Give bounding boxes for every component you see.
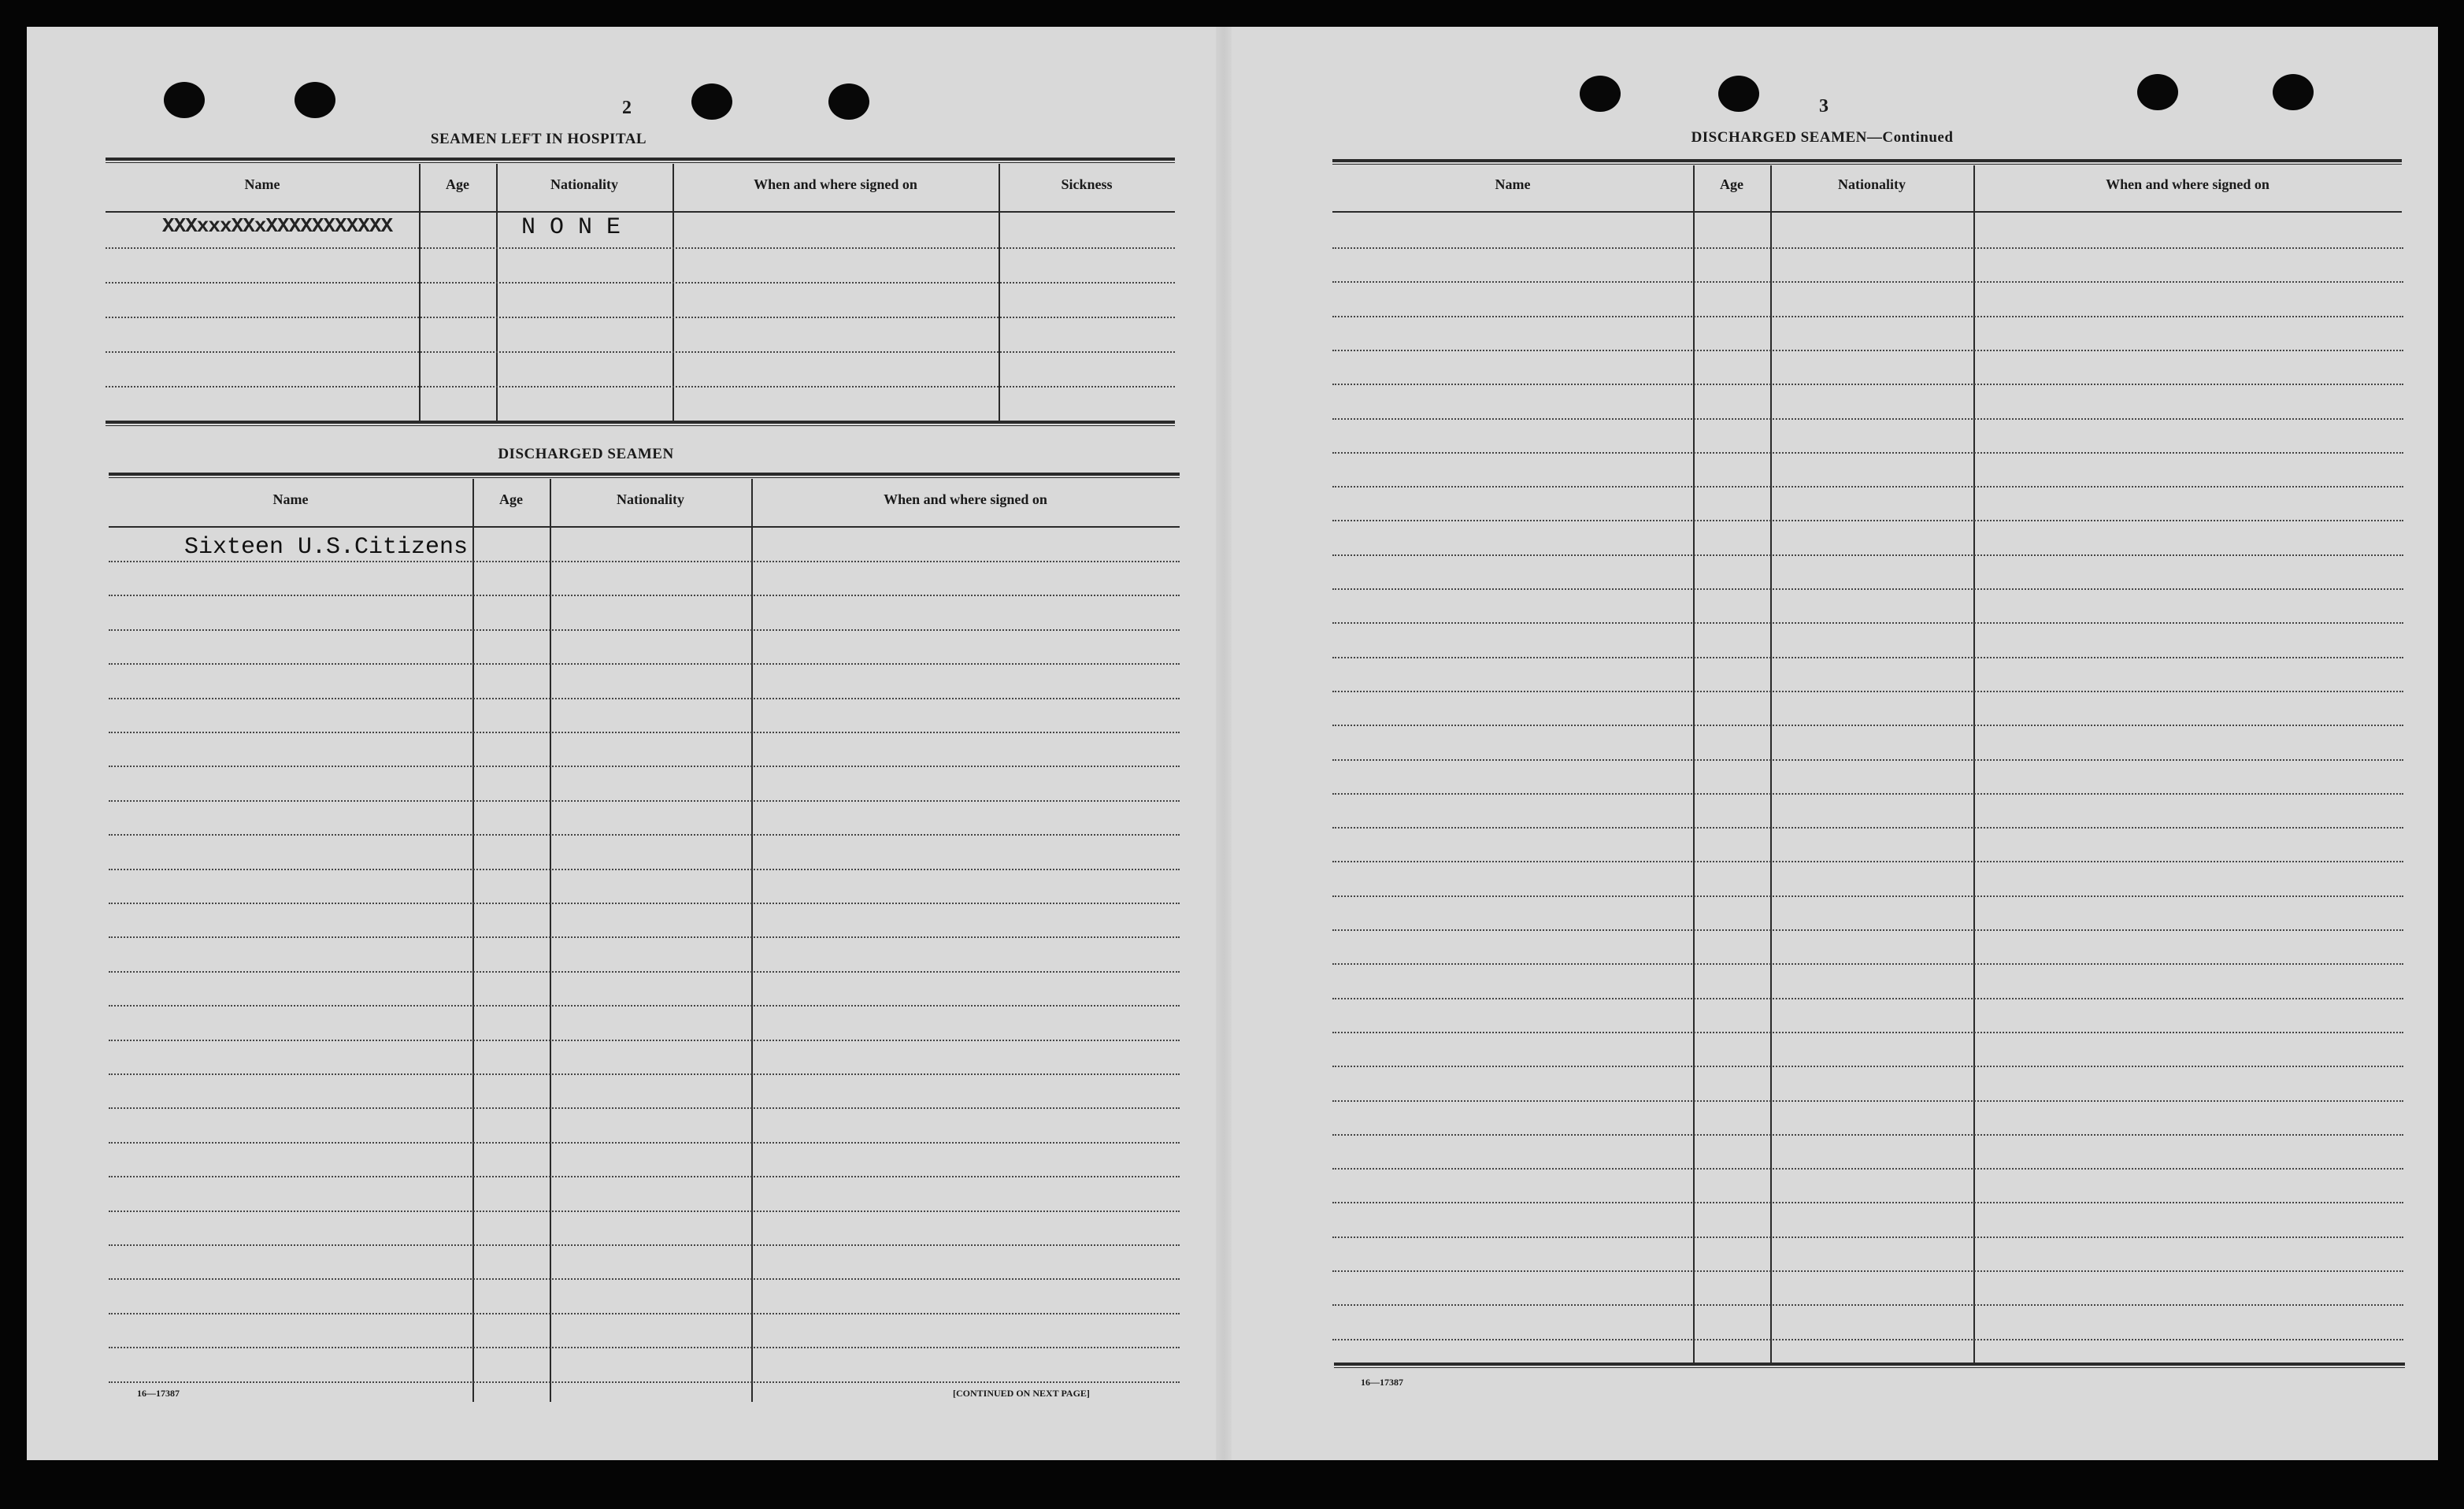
struck-out-entry: XXXxxxXXxXXXXXXXXXXX	[162, 214, 393, 238]
ruled-line	[1332, 316, 2403, 317]
punch-hole	[828, 83, 869, 120]
ruled-line	[109, 1142, 1180, 1144]
continued-note: [CONTINUED ON NEXT PAGE]	[953, 1388, 1090, 1399]
column-header-nationality: Nationality	[1837, 176, 1906, 192]
punch-hole	[691, 83, 732, 120]
column-header-signed-on: When and where signed on	[754, 176, 917, 192]
punch-hole	[2137, 74, 2178, 110]
ruled-line	[1332, 1032, 2403, 1033]
ruled-line	[1332, 281, 2403, 283]
left-page	[27, 27, 1216, 1460]
ruled-line	[109, 1381, 1180, 1383]
ruled-line	[1332, 1304, 2403, 1306]
ruled-line	[1332, 350, 2403, 351]
ruled-line	[109, 1040, 1180, 1041]
ruled-line	[1332, 520, 2403, 521]
ruled-line	[109, 1211, 1180, 1212]
punch-hole	[2273, 74, 2314, 110]
scanned-document	[27, 27, 2438, 1460]
ruled-line	[109, 1244, 1180, 1246]
hospital-section-title: SEAMEN LEFT IN HOSPITAL	[430, 131, 647, 147]
ruled-line	[1332, 452, 2403, 454]
ruled-line	[1332, 554, 2403, 556]
column-header-name: Name	[1495, 176, 1531, 192]
ruled-line	[1332, 793, 2403, 795]
ruled-line	[1332, 384, 2403, 385]
ruled-line	[1332, 895, 2403, 897]
column-header-signed-on: When and where signed on	[2106, 176, 2269, 192]
punch-hole	[1580, 76, 1621, 112]
ruled-line	[1332, 1339, 2403, 1340]
ruled-line	[1332, 1236, 2403, 1238]
nationality-entry: N O N E	[521, 214, 621, 241]
ruled-line	[109, 1107, 1180, 1109]
ruled-line	[109, 1278, 1180, 1280]
ruled-line	[1332, 691, 2403, 692]
punch-hole	[295, 82, 335, 118]
ruled-line	[1332, 827, 2403, 829]
ruled-line	[109, 561, 1180, 562]
ruled-line	[1332, 1270, 2403, 1272]
page-gutter	[1216, 27, 1232, 1460]
form-number: 16—17387	[1361, 1377, 1403, 1388]
ruled-line	[109, 1347, 1180, 1348]
ruled-line	[1332, 622, 2403, 624]
column-header-nationality: Nationality	[550, 176, 618, 192]
ruled-line	[1332, 1168, 2403, 1170]
column-header-age: Age	[446, 176, 469, 192]
ruled-line	[109, 834, 1180, 836]
ruled-line	[109, 1005, 1180, 1007]
column-header-name: Name	[244, 176, 280, 192]
ruled-line	[109, 936, 1180, 938]
ruled-line	[1332, 998, 2403, 999]
ruled-line	[109, 869, 1180, 870]
right-page	[1232, 27, 2438, 1460]
ruled-line	[1332, 861, 2403, 862]
discharged-continued-title: DISCHARGED SEAMEN—Continued	[1691, 129, 1954, 146]
column-header-sickness: Sickness	[1061, 176, 1113, 192]
ruled-line	[1332, 1202, 2403, 1203]
column-header-age: Age	[499, 491, 523, 507]
ruled-line	[1332, 418, 2403, 420]
ruled-line	[109, 732, 1180, 733]
ruled-line	[109, 663, 1180, 665]
ruled-line	[109, 629, 1180, 631]
ruled-line	[109, 903, 1180, 904]
punch-hole	[164, 82, 205, 118]
ruled-line	[1332, 486, 2403, 488]
punch-hole	[1718, 76, 1759, 112]
ruled-line	[109, 800, 1180, 802]
discharged-section-title: DISCHARGED SEAMEN	[498, 446, 674, 462]
ruled-line	[1332, 759, 2403, 761]
ruled-line	[1332, 657, 2403, 658]
ruled-line	[109, 766, 1180, 767]
discharged-name-entry: Sixteen U.S.Citizens	[184, 534, 469, 561]
page-number: 3	[1819, 96, 1829, 117]
ruled-line	[109, 971, 1180, 973]
ruled-line	[1332, 725, 2403, 726]
ruled-line	[1332, 588, 2403, 590]
column-header-name: Name	[272, 491, 309, 507]
ruled-line	[109, 1313, 1180, 1314]
ruled-line	[1332, 1066, 2403, 1067]
ruled-line	[109, 1073, 1180, 1075]
ruled-line	[1332, 1134, 2403, 1136]
ruled-line	[109, 698, 1180, 699]
column-header-signed-on: When and where signed on	[884, 491, 1047, 507]
page-number: 2	[622, 98, 632, 118]
ruled-line	[109, 595, 1180, 596]
ruled-line	[1332, 929, 2403, 931]
ruled-line	[1332, 1100, 2403, 1102]
ruled-line	[1332, 247, 2403, 249]
ruled-line	[109, 1176, 1180, 1177]
form-number: 16—17387	[137, 1388, 180, 1399]
column-header-nationality: Nationality	[616, 491, 684, 507]
column-header-age: Age	[1720, 176, 1743, 192]
ruled-line	[1332, 963, 2403, 965]
